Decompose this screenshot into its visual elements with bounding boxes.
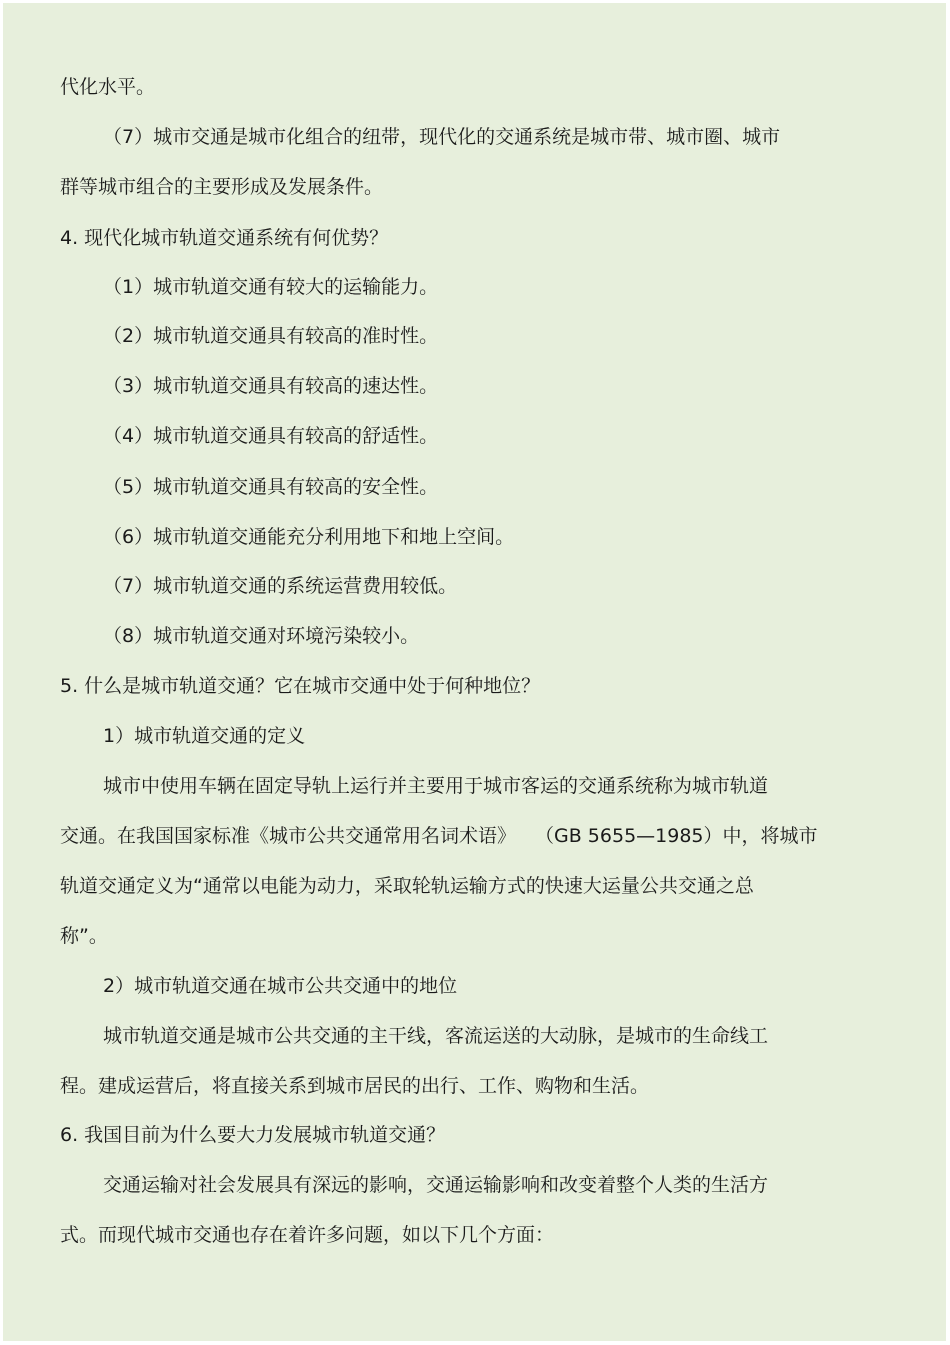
advantage-item-7: （7）城市轨道交通的系统运营费用较低。 bbox=[103, 575, 458, 597]
document-page bbox=[3, 3, 946, 1341]
question-5-heading: 5. 什么是城市轨道交通？它在城市交通中处于何种地位？ bbox=[60, 675, 541, 697]
advantage-item-4: （4）城市轨道交通具有较高的舒适性。 bbox=[103, 425, 439, 447]
list-item-7-line: （7）城市交通是城市化组合的纽带，现代化的交通系统是城市带、城市圈、城市 bbox=[103, 126, 781, 148]
status-paragraph-line-2: 程。建成运营后，将直接关系到城市居民的出行、工作、购物和生活。 bbox=[60, 1075, 650, 1097]
subheading-definition: 1）城市轨道交通的定义 bbox=[103, 725, 306, 747]
list-item-7-continuation: 群等城市组合的主要形成及发展条件。 bbox=[60, 176, 384, 198]
advantage-item-8: （8）城市轨道交通对环境污染较小。 bbox=[103, 625, 420, 647]
advantage-item-3: （3）城市轨道交通具有较高的速达性。 bbox=[103, 375, 439, 397]
advantage-item-6: （6）城市轨道交通能充分利用地下和地上空间。 bbox=[103, 526, 515, 548]
advantage-item-1: （1）城市轨道交通有较大的运输能力。 bbox=[103, 276, 439, 298]
advantage-item-2: （2）城市轨道交通具有较高的准时性。 bbox=[103, 325, 439, 347]
reason-paragraph-line-2: 式。而现代城市交通也存在着许多问题，如以下几个方面： bbox=[60, 1224, 555, 1246]
definition-paragraph-line-2: 交通。在我国国家标准《城市公共交通常用名词术语》 （GB 5655—1985）中，将城市 bbox=[60, 825, 818, 847]
definition-paragraph-line-3: 轨道交通定义为“通常以电能为动力，采取轮轨运输方式的快速大运量公共交通之总 bbox=[60, 875, 754, 897]
definition-paragraph-line-1: 城市中使用车辆在固定导轨上运行并主要用于城市客运的交通系统称为城市轨道 bbox=[103, 775, 769, 797]
advantage-item-5: （5）城市轨道交通具有较高的安全性。 bbox=[103, 476, 439, 498]
question-4-heading: 4. 现代化城市轨道交通系统有何优势？ bbox=[60, 227, 389, 249]
reason-paragraph-line-1: 交通运输对社会发展具有深远的影响，交通运输影响和改变着整个人类的生活方 bbox=[103, 1174, 769, 1196]
paragraph-line: 代化水平。 bbox=[60, 76, 156, 98]
subheading-status: 2）城市轨道交通在城市公共交通中的地位 bbox=[103, 975, 458, 997]
definition-paragraph-line-4: 称”。 bbox=[60, 925, 108, 947]
status-paragraph-line-1: 城市轨道交通是城市公共交通的主干线，客流运送的大动脉，是城市的生命线工 bbox=[103, 1025, 769, 1047]
question-6-heading: 6. 我国目前为什么要大力发展城市轨道交通？ bbox=[60, 1124, 446, 1146]
